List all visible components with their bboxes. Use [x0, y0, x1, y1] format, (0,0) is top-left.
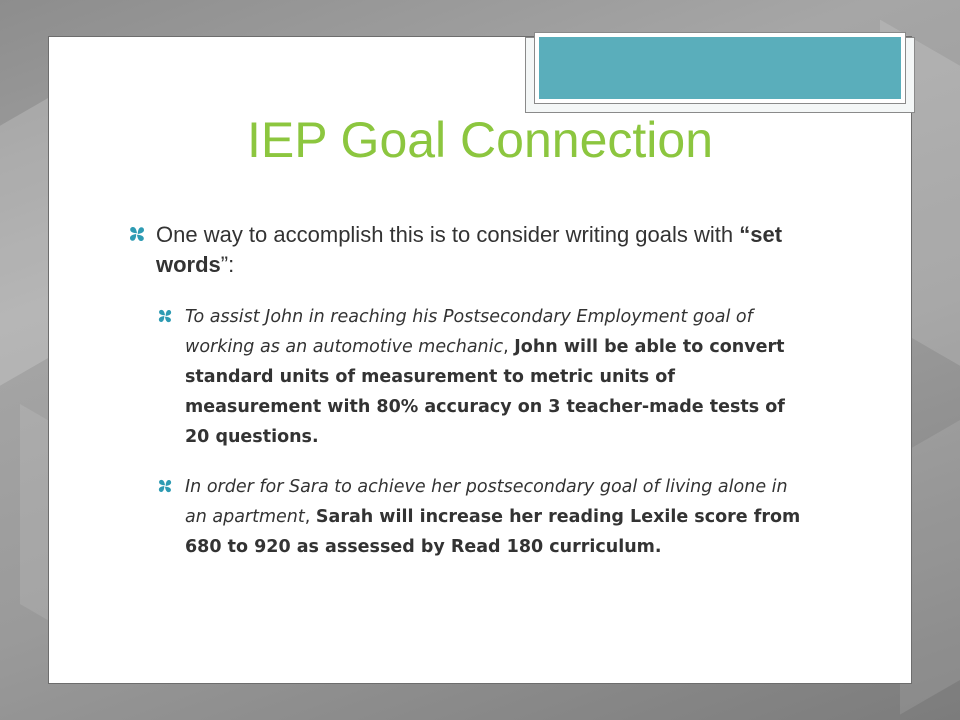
sub-bullet-bold-text: Sarah will increase her reading Lexile score from 680 to 920 as assessed by Read 180 curriculum.: [185, 507, 801, 557]
title-accent-box: [525, 37, 915, 113]
main-bullet: [129, 220, 829, 280]
main-bullet-suffix: ”:: [220, 252, 235, 277]
sub-bullet-italic-text: In order for Sara to achieve her postsecondary goal of living alone in an apartment: [185, 477, 788, 527]
title-accent-frame: [534, 32, 906, 104]
sub-bullet-list: [158, 302, 808, 562]
sub-bullet-sara: [158, 472, 808, 562]
sub-bullet-italic-text: To assist John in reaching his Postsecondary Employment goal of working as an automotive mechanic: [185, 307, 753, 357]
slide-title: IEP Goal Connection: [246, 112, 714, 168]
slide-content: [129, 220, 829, 582]
main-bullet-emphasis: “set words: [156, 222, 783, 277]
main-bullet-text: One way to accomplish this is to consider writing goals with: [156, 222, 740, 247]
clover-bullet-icon: [129, 226, 145, 242]
sub-bullet-john: [158, 302, 808, 452]
sub-bullet-separator: ,: [304, 507, 316, 527]
clover-bullet-icon: [158, 309, 172, 323]
title-accent-fill: [539, 37, 901, 99]
clover-bullet-icon: [158, 479, 172, 493]
slide-canvas: [48, 36, 912, 684]
sub-bullet-separator: ,: [503, 337, 515, 357]
sub-bullet-bold-text: John will be able to convert standard units of measurement to metric units of measurement with 80% accuracy on 3 teacher-made tests of 20 questions.: [185, 337, 785, 447]
